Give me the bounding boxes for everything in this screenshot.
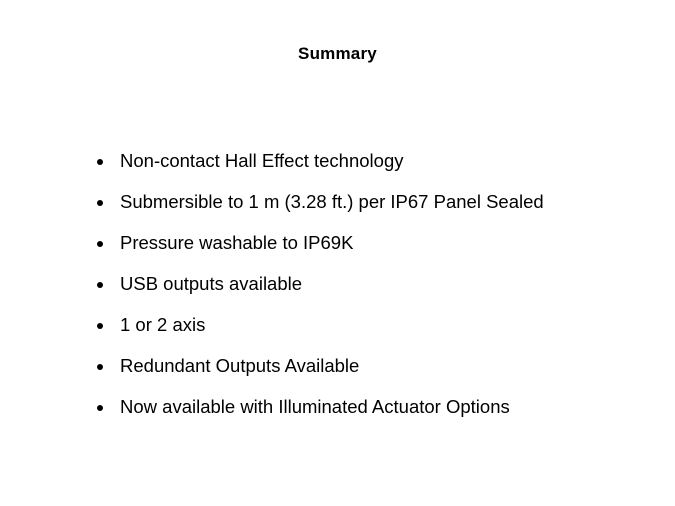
bullet-icon (97, 405, 103, 411)
bullet-text: Submersible to 1 m (3.28 ft.) per IP67 Panel Sealed (120, 191, 544, 212)
list-item (97, 223, 657, 264)
bullet-text: Pressure washable to IP69K (120, 232, 354, 253)
bullet-text: USB outputs available (120, 273, 303, 294)
bullet-icon (97, 282, 103, 288)
list-item (97, 387, 657, 428)
bullet-icon (97, 200, 103, 206)
bullet-text: Non-contact Hall Effect technology (120, 150, 404, 171)
bullet-list (97, 141, 657, 428)
list-item (97, 346, 657, 387)
bullet-icon (97, 241, 103, 247)
bullet-icon (97, 159, 103, 165)
bullet-icon (97, 364, 103, 370)
bullet-text: Now available with Illuminated Actuator Options (120, 396, 510, 417)
list-item (97, 305, 657, 346)
slide-title: Summary (298, 44, 377, 63)
list-item (97, 264, 657, 305)
bullet-text: Redundant Outputs Available (120, 355, 360, 376)
bullet-text: 1 or 2 axis (120, 314, 206, 335)
list-item (97, 182, 657, 223)
list-item (97, 141, 657, 182)
bullet-icon (97, 323, 103, 329)
